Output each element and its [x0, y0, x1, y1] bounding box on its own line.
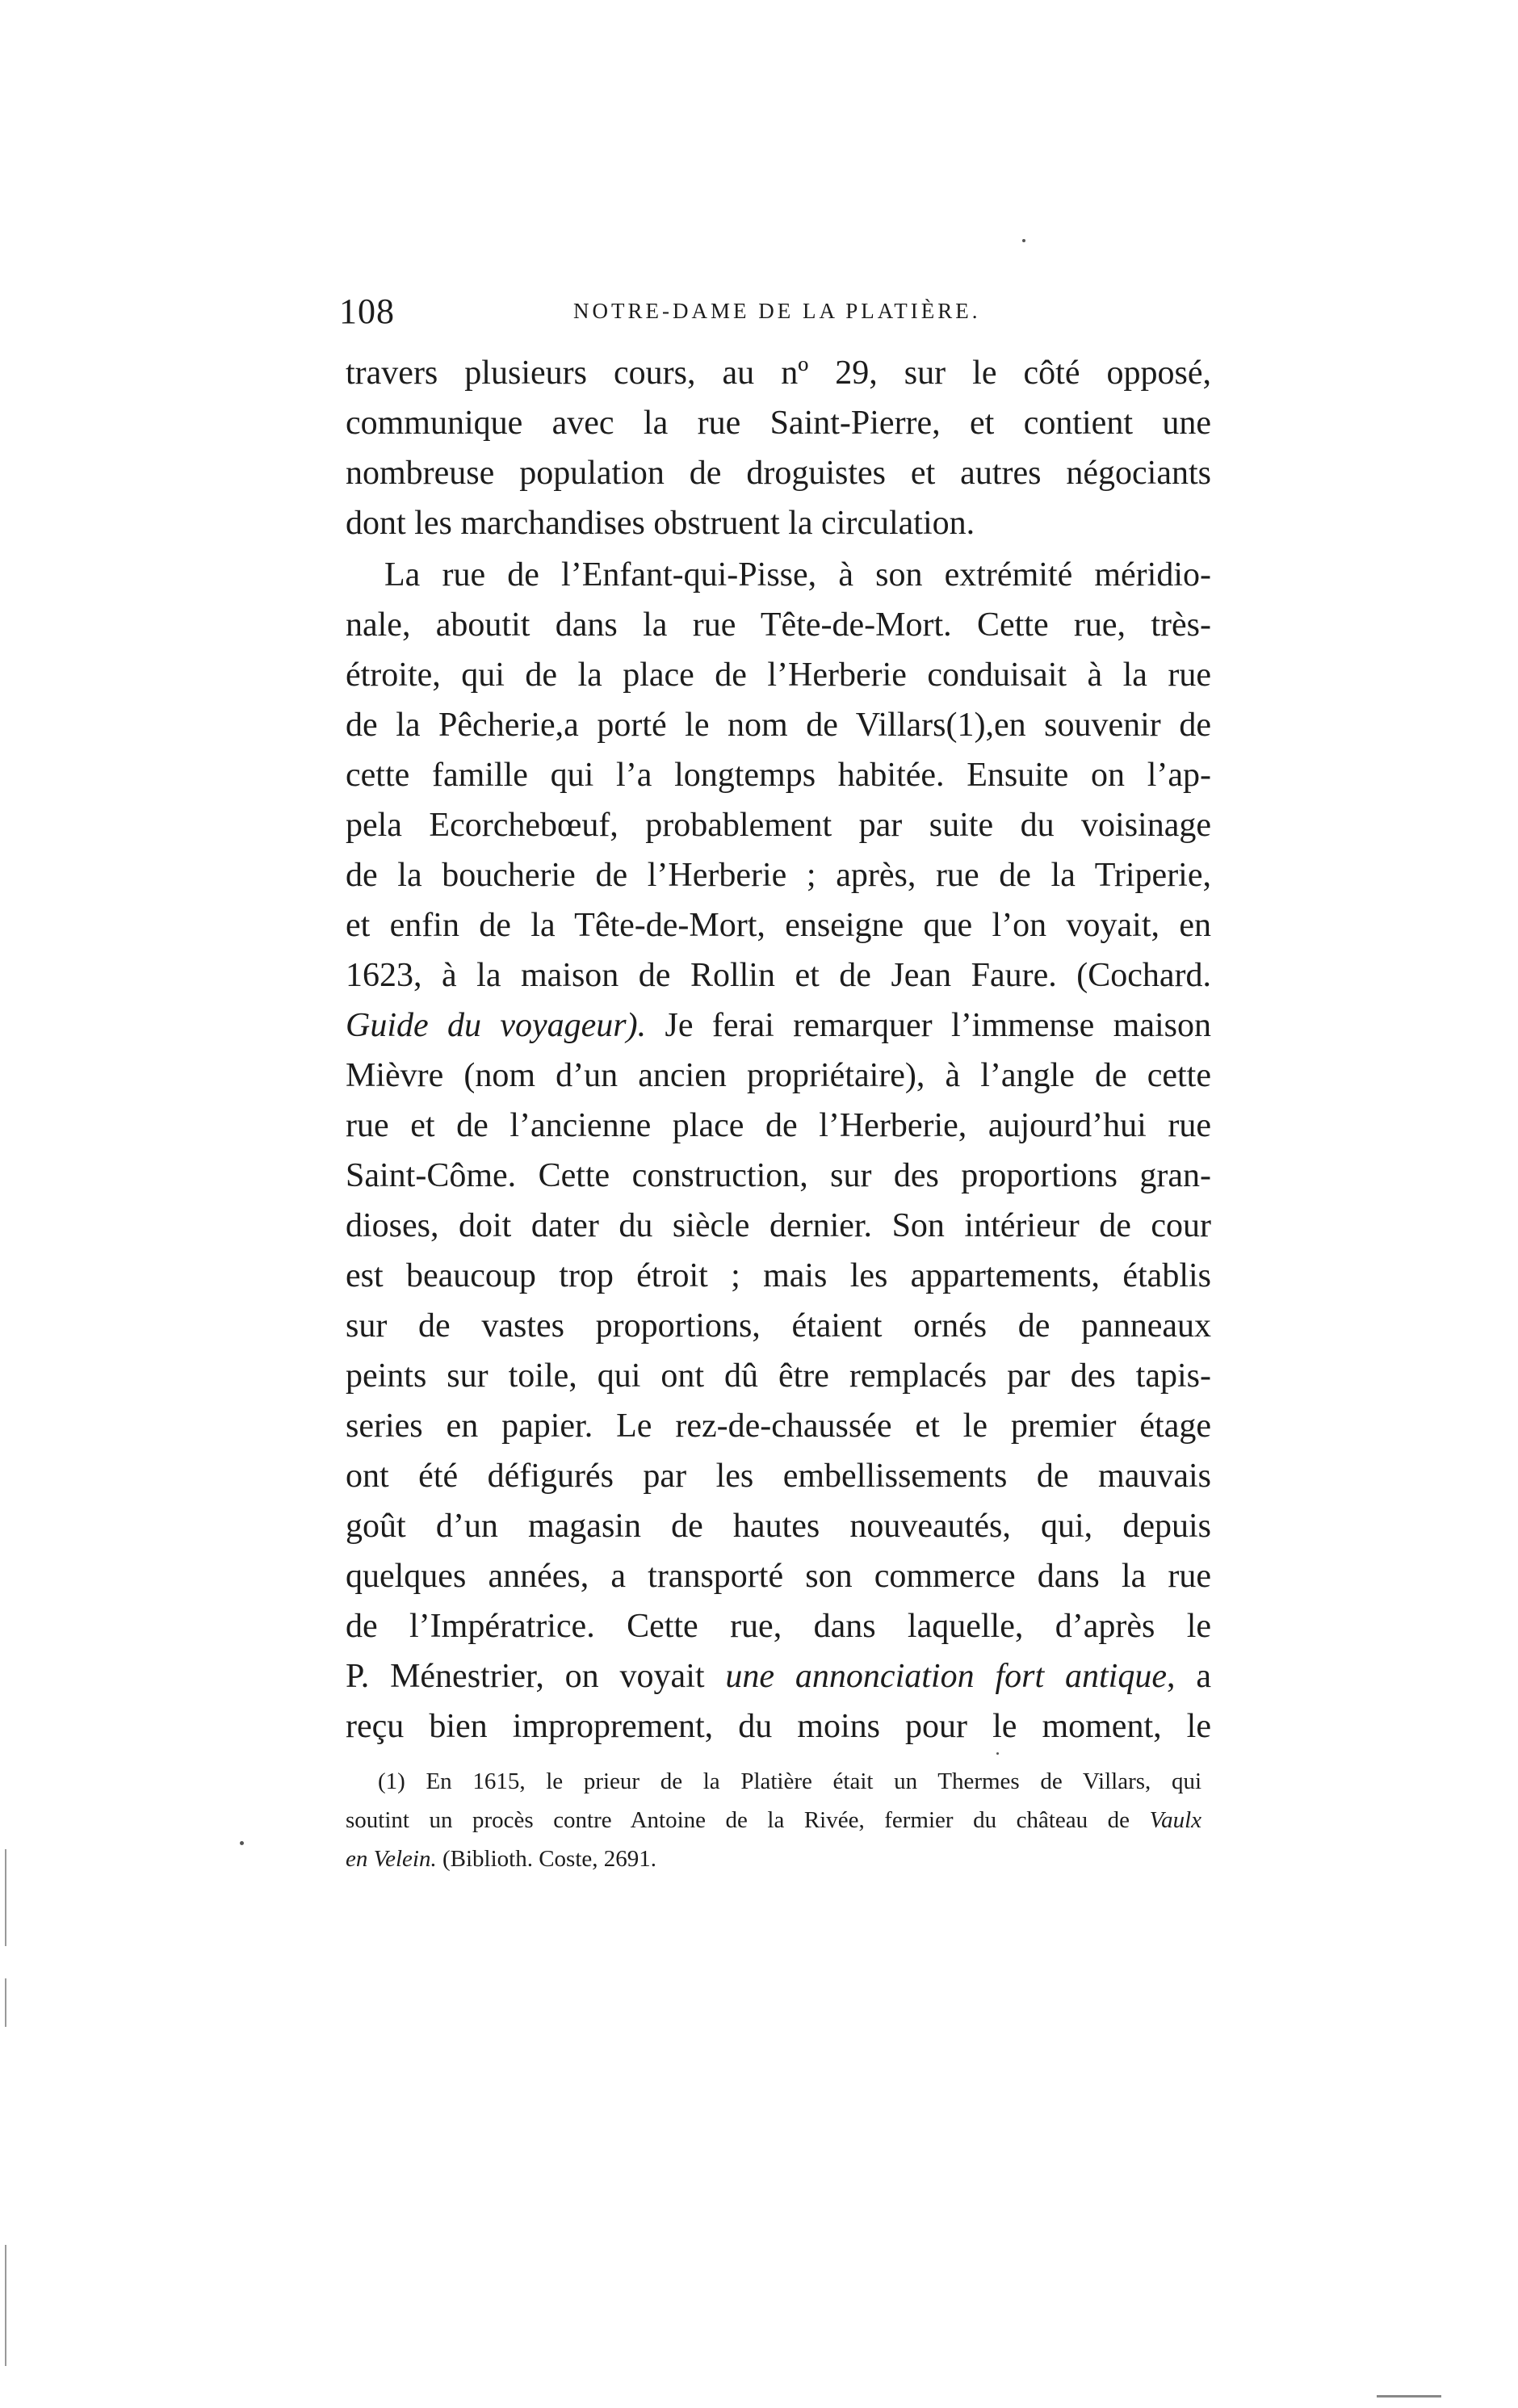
text-segment: P. Ménestrier, on voyait — [346, 1658, 705, 1695]
text-line: dont les marchandises obstruent la circulation. — [346, 505, 975, 542]
text-segment: Je ferai remarquer l’immense maison — [665, 1007, 1211, 1044]
footnote-line — [346, 1843, 1201, 1875]
text-line: rue et de l’ancienne place de l’Herberie, aujourd’hui rue — [346, 1107, 1211, 1144]
text-line: Saint-Côme. Cette construction, sur des proportions gran- — [346, 1157, 1211, 1194]
text-line: de la Pêcherie,a porté le nom de Villars(1),en souvenir de — [346, 707, 1211, 744]
text-line: peints sur toile, qui ont dû être remplacés par des tapis- — [346, 1357, 1211, 1395]
text-line: et enfin de la Tête-de-Mort, enseigne que l’on voyait, en — [346, 907, 1211, 944]
margin-mark — [5, 1849, 6, 1946]
margin-mark — [5, 2245, 6, 2366]
paragraph-start-line: La rue de l’Enfant-qui-Pisse, à son extrémité méridio- — [384, 556, 1211, 594]
text-line: de la boucherie de l’Herberie ; après, rue de la Triperie, — [346, 857, 1211, 894]
page-number: 108 — [339, 292, 395, 331]
italic-place: Vaulx — [1149, 1807, 1201, 1833]
text-line: quelques années, a transporté son commerce dans la rue — [346, 1558, 1211, 1595]
text-line — [346, 1003, 1211, 1048]
text-line: de l’Impératrice. Cette rue, dans laquelle, d’après le — [346, 1608, 1211, 1645]
text-line: nale, aboutit dans la rue Tête-de-Mort. Cette rue, très- — [346, 606, 1211, 644]
footnote-line: (1) En 1615, le prieur de la Platière était un Thermes de Villars, qui — [378, 1768, 1201, 1794]
text-line: nombreuse population de droguistes et autres négociants — [346, 455, 1211, 492]
italic-place: en Velein. — [346, 1846, 437, 1872]
margin-mark — [5, 1978, 6, 2027]
text-segment: soutint un procès contre Antoine de la Rivée, fermier du château de — [346, 1807, 1130, 1833]
scan-speck — [240, 1841, 244, 1845]
text-segment: (Biblioth. Coste, 2691. — [442, 1846, 657, 1872]
page-header — [339, 291, 1211, 339]
text-line: series en papier. Le rez-de-chaussée et le premier étage — [346, 1407, 1211, 1445]
italic-citation: Guide du voyageur). — [346, 1007, 647, 1044]
text-line: communique avec la rue Saint-Pierre, et contient une — [346, 405, 1211, 442]
text-line: cette famille qui l’a longtemps habitée. Ensuite on l’ap- — [346, 757, 1211, 794]
text-line: pela Ecorchebœuf, probablement par suite du voisinage — [346, 807, 1211, 844]
scan-speck — [1022, 239, 1025, 242]
scan-speck — [996, 1752, 999, 1755]
text-line: goût d’un magasin de hautes nouveautés, qui, depuis — [346, 1508, 1211, 1545]
text-line: ont été défigurés par les embellissements de mauvais — [346, 1458, 1211, 1495]
italic-quote: une annonciation fort antique — [725, 1658, 1167, 1695]
text-line: étroite, qui de la place de l’Herberie conduisait à la rue — [346, 657, 1211, 694]
text-line: Mièvre (nom d’un ancien propriétaire), à l’angle de cette — [346, 1057, 1211, 1094]
text-line: sur de vastes proportions, étaient ornés de panneaux — [346, 1307, 1211, 1345]
footnote-line — [346, 1804, 1201, 1836]
text-line — [346, 1654, 1211, 1699]
text-line: est beaucoup trop étroit ; mais les appartements, établis — [346, 1257, 1211, 1294]
text-segment: , a — [1166, 1658, 1211, 1695]
running-title: NOTRE-DAME DE LA PLATIÈRE. — [573, 299, 981, 323]
text-line: dioses, doit dater du siècle dernier. Son intérieur de cour — [346, 1207, 1211, 1244]
scan-edge-mark — [1377, 2395, 1441, 2398]
text-line: 1623, à la maison de Rollin et de Jean Faure. (Cochard. — [346, 957, 1211, 994]
text-line: reçu bien improprement, du moins pour le moment, le — [346, 1708, 1211, 1745]
text-line: travers plusieurs cours, au nº 29, sur le côté opposé, — [346, 354, 1211, 392]
